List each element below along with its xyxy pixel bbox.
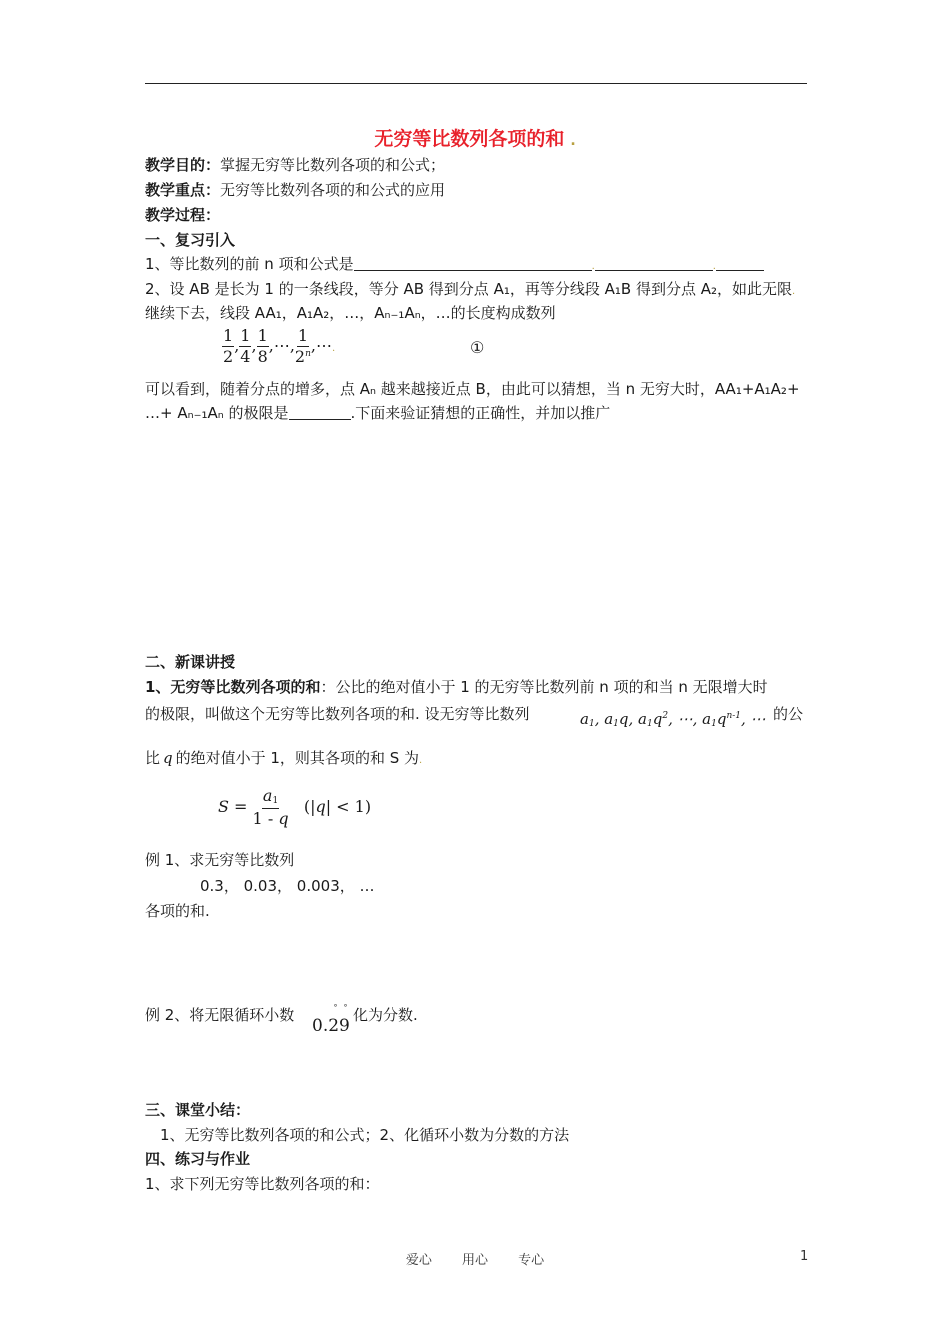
summary-text: 1、无穷等比数列各项的和公式；2、化循环小数为分数的方法 (160, 1126, 570, 1144)
example-1-tail: 各项的和. (145, 902, 210, 920)
page-number: 1 (800, 1249, 809, 1264)
footer-text: 爱心 用心 专心 (405, 1253, 545, 1268)
teaching-aim: 教学目的：掌握无穷等比数列各项的和公式； (145, 156, 446, 174)
review-item-2-line1: 2、设 AB 是长为 1 的一条线段，等分 AB 得到分点 A₁，再等分线段 A₁B 得到分点 A₂，如此无限. (145, 280, 796, 298)
definition-line3: 比 q 的绝对值小于 1，则其各项的和 S 为. (145, 749, 423, 767)
homework-text: 1、求下列无穷等比数列各项的和： (145, 1175, 380, 1193)
example-1-title: 例 1、求无穷等比数列 (145, 851, 295, 869)
definition-line2-tail: 的公 (773, 705, 804, 723)
teaching-process-label: 教学过程： (145, 206, 221, 224)
section4-heading: 四、练习与作业 (145, 1150, 251, 1168)
review-item-2-line2: 继续下去，线段 AA₁，A₁A₂，…，Aₙ₋₁Aₙ，…的长度构成数列 (145, 304, 556, 322)
conjecture-line1: 可以看到，随着分点的增多，点 Aₙ 越来越接近点 B，由此可以猜想，当 n 无穷大时，AA₁+A₁A₂+ (145, 380, 800, 398)
section3-heading: 三、课堂小结： (145, 1101, 251, 1119)
example-1-sequence: 0.3， 0.03， 0.003， … (200, 877, 375, 895)
conjecture-line2: …+ Aₙ₋₁Aₙ 的极限是 .下面来验证猜想的正确性，并加以推广 (145, 404, 611, 422)
header-rule (145, 83, 807, 84)
repeating-decimal: 0.29 ˚˚ (312, 1005, 353, 1036)
definition-line1: 1、无穷等比数列各项的和：公比的绝对值小于 1 的无穷等比数列前 n 项的和当 n 无限增大时 (145, 678, 768, 696)
example-2-tail: 化为分数. (353, 1006, 418, 1024)
teaching-key: 教学重点：无穷等比数列各项的和公式的应用 (145, 181, 446, 199)
definition-line2: 的极限，叫做这个无穷等比数列各项的和. 设无穷等比数列 (145, 705, 530, 723)
example-2-text: 例 2、将无限循环小数 (145, 1006, 295, 1024)
review-item-1: 1、等比数列的前 n 项和公式是 . . (145, 253, 764, 274)
section2-heading: 二、新课讲授 (145, 653, 236, 671)
sum-formula: S = $\frac{a_1}{1 - q}$ (|q| < 1) (218, 786, 372, 828)
sequence-formula: $\frac{1}{2}$ , $\frac{1}{4}$ , $\frac{1}{8}$ ,⋯, $\frac{1}{2^n}$ ,⋯. (223, 326, 336, 366)
circle-mark: ① (470, 338, 485, 357)
general-sequence: $a_1$, $a_1q$, $a_1q^2$, ⋯, $a_1q^{n-1}$, ⋯ (580, 710, 766, 729)
page-title: 无穷等比数列各项的和 . (374, 128, 576, 150)
section1-heading: 一、复习引入 (145, 231, 236, 249)
